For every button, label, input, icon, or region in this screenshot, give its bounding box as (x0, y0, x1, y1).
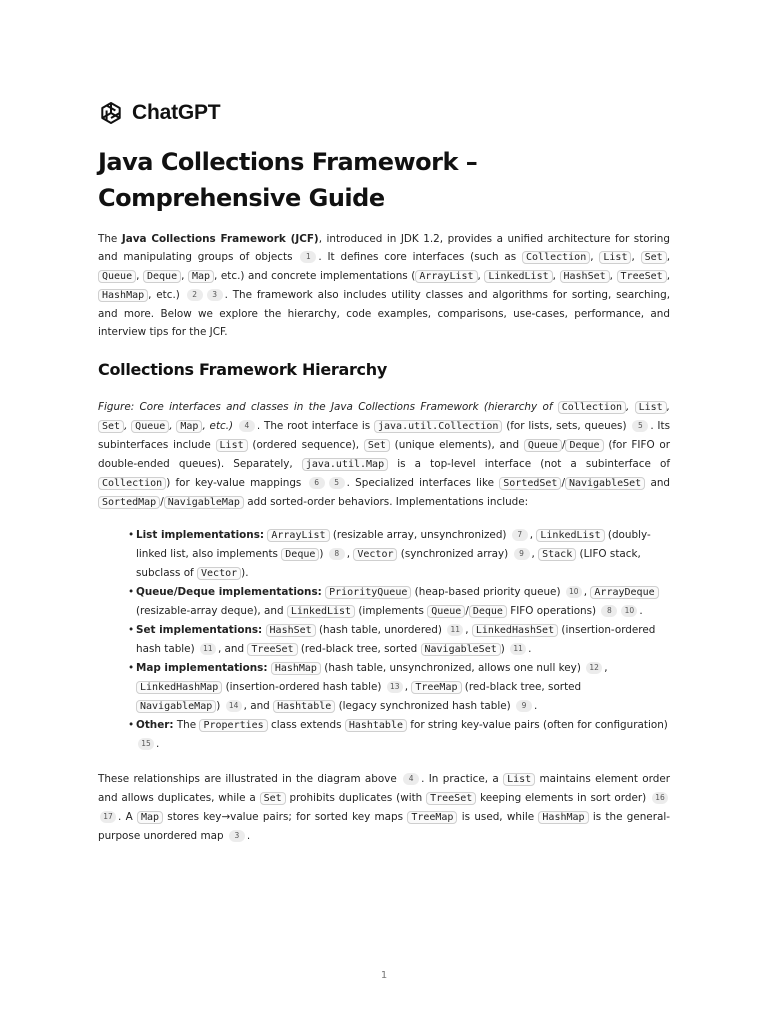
inline-code: PriorityQueue (325, 586, 411, 599)
citation-badge[interactable]: 14 (226, 700, 242, 712)
list-item: • Queue/Deque implementations: PriorityQueue (heap-based priority queue) 10 , ArrayDeque (resizable-array deque), and LinkedList (implements Queue / Deque FIFO operations) 8 10 . (128, 583, 668, 621)
inline-code: Map (188, 270, 214, 283)
list-item: • List implementations: ArrayList (resizable array, unsynchronized) 7 , LinkedList (doubly-linked list, also implements Deque ) 8 , Vector (synchronized array) 9 , Stack (LIFO stack, subclass of Vector ). (128, 526, 668, 583)
inline-code: Set (98, 420, 124, 433)
inline-code: Collection (522, 251, 590, 264)
section-heading: Collections Framework Hierarchy (98, 360, 387, 379)
list-item: • Set implementations: HashSet (hash table, unordered) 11 , LinkedHashSet (insertion-ordered hash table) 11 , and TreeSet (red-black tree, sorted NavigableSet ) 11 . (128, 621, 668, 659)
citation-badge[interactable]: 17 (100, 811, 116, 823)
inline-code: NavigableSet (421, 643, 501, 656)
citation-badge[interactable]: 9 (516, 700, 532, 712)
inline-code: SortedMap (98, 496, 160, 509)
citation-badge[interactable]: 5 (632, 420, 648, 432)
inline-code: Collection (558, 401, 626, 414)
inline-code: Queue (524, 439, 562, 452)
inline-code: TreeMap (411, 681, 461, 694)
inline-code: NavigableMap (164, 496, 244, 509)
inline-code: HashMap (271, 662, 321, 675)
closing-paragraph: These relationships are illustrated in the diagram above 4 . In practice, a List maintains element order and allows duplicates, while a Set prohibits duplicates (with TreeSet keeping elements in sort order) 1617 . A Map stores key→value pairs; for sorted key maps TreeMap is used, while HashMap is the general-purpose unordered map 3 . (98, 773, 671, 842)
citation-badge[interactable]: 16 (652, 792, 668, 804)
citation-badge[interactable]: 8 (601, 605, 617, 617)
inline-code: Deque (565, 439, 603, 452)
inline-code: TreeSet (617, 270, 667, 283)
citation-badge[interactable]: 6 (309, 477, 325, 489)
inline-code: Deque (143, 270, 181, 283)
page-title: Java Collections Framework – Comprehensive Guide (98, 148, 478, 212)
inline-code: LinkedList (536, 529, 604, 542)
list-item: • Map implementations: HashMap (hash table, unsynchronized, allows one null key) 12 , LinkedHashMap (insertion-ordered hash table) 13 , TreeMap (red-black tree, sorted NavigableMap ) 14 , and Hashtable (legacy synchronized hash table) 9 . (128, 659, 668, 716)
inline-code: List (599, 251, 631, 264)
citation-badge[interactable]: 13 (387, 681, 403, 693)
citation-badge[interactable]: 3 (207, 289, 223, 301)
page-number: 1 (380, 970, 388, 981)
citation-badge[interactable]: 11 (200, 643, 216, 655)
citation-badge[interactable]: 12 (586, 662, 602, 674)
inline-code: LinkedList (484, 270, 552, 283)
brand-name: ChatGPT (132, 101, 221, 124)
citation-badge[interactable]: 10 (621, 605, 637, 617)
inline-code: java.util.Collection (374, 420, 502, 433)
inline-code: Deque (469, 605, 507, 618)
inline-code: Queue (98, 270, 136, 283)
inline-code: Vector (353, 548, 397, 561)
inline-code: Properties (199, 719, 267, 732)
openai-logo-icon (98, 100, 124, 126)
inline-code: Collection (98, 477, 166, 490)
citation-badge[interactable]: 11 (447, 624, 463, 636)
inline-code: Queue (427, 605, 465, 618)
inline-code: TreeSet (426, 792, 476, 805)
inline-code: List (635, 401, 667, 414)
inline-code: LinkedList (287, 605, 355, 618)
inline-code: TreeSet (247, 643, 297, 656)
inline-code: ArrayList (267, 529, 329, 542)
citation-badge[interactable]: 15 (138, 738, 154, 750)
inline-code: Deque (281, 548, 319, 561)
citation-badge[interactable]: 1 (300, 251, 316, 263)
citation-badge[interactable]: 11 (510, 643, 526, 655)
list-item: • Other: The Properties class extends Hashtable for string key-value pairs (often for configuration) 15 . (128, 716, 668, 753)
inline-code: LinkedHashSet (472, 624, 558, 637)
inline-code: Map (176, 420, 202, 433)
inline-code: java.util.Map (302, 458, 388, 471)
inline-code: HashMap (538, 811, 588, 824)
inline-code: SortedSet (499, 477, 561, 490)
citation-badge[interactable]: 8 (329, 548, 345, 560)
inline-code: ArrayDeque (590, 586, 658, 599)
brand-header (98, 100, 220, 126)
inline-code: Set (364, 439, 390, 452)
intro-paragraph: The Java Collections Framework (JCF), introduced in JDK 1.2, provides a unified architecture for storing and manipulating groups of objects 1 . It defines core interfaces (such as Collection , List , Set , Queue , Deque , Map , etc.) and concrete implementations ( ArrayList , LinkedList , HashSet , TreeSet , HashMap , etc.) 2 3 . The framework also includes utility classes and algorithms for sorting, searching, and more. Below we explore the hierarchy, code examples, comparisons, use-cases, performance, and interview tips for the JCF. (98, 233, 671, 338)
inline-code: Vector (197, 567, 241, 580)
citation-badge[interactable]: 4 (403, 773, 419, 785)
inline-code: Hashtable (345, 719, 407, 732)
inline-code: Set (260, 792, 286, 805)
inline-code: List (503, 773, 535, 786)
citation-badge[interactable]: 7 (512, 529, 528, 541)
inline-code: Stack (538, 548, 576, 561)
inline-code: Map (137, 811, 163, 824)
citation-badge[interactable]: 3 (229, 830, 245, 842)
citation-badge[interactable]: 2 (187, 289, 203, 301)
inline-code: List (216, 439, 248, 452)
citation-badge[interactable]: 4 (239, 420, 255, 432)
inline-code: ArrayList (415, 270, 477, 283)
figure-paragraph: Figure: Core interfaces and classes in the Java Collections Framework (hierarchy of Collection , List , Set , Queue , Map , etc.) 4 . The root interface is java.util.Collection (for lists, sets, queues) 5 . Its subinterfaces include List (ordered sequence), Set (unique elements), and Queue / Deque (for FIFO or double-ended queues). Separately, java.util.Map is a top-level interface (not a subinterface of Collection ) for key-value mappings 6 5 . Specialized interfaces like SortedSet / NavigableSet and SortedMap / NavigableMap add sorted-order behaviors. Implementations include: (98, 401, 671, 508)
inline-code: NavigableMap (136, 700, 216, 713)
inline-code: HashSet (266, 624, 316, 637)
inline-code: Hashtable (273, 700, 335, 713)
inline-code: Set (641, 251, 667, 264)
inline-code: NavigableSet (565, 477, 645, 490)
citation-badge[interactable]: 10 (566, 586, 582, 598)
citation-badge[interactable]: 9 (514, 548, 530, 560)
inline-code: Queue (131, 420, 169, 433)
inline-code: HashMap (98, 289, 148, 302)
inline-code: HashSet (560, 270, 610, 283)
inline-code: TreeMap (407, 811, 457, 824)
implementations-list (128, 526, 668, 753)
citation-badge[interactable]: 5 (329, 477, 345, 489)
inline-code: LinkedHashMap (136, 681, 222, 694)
